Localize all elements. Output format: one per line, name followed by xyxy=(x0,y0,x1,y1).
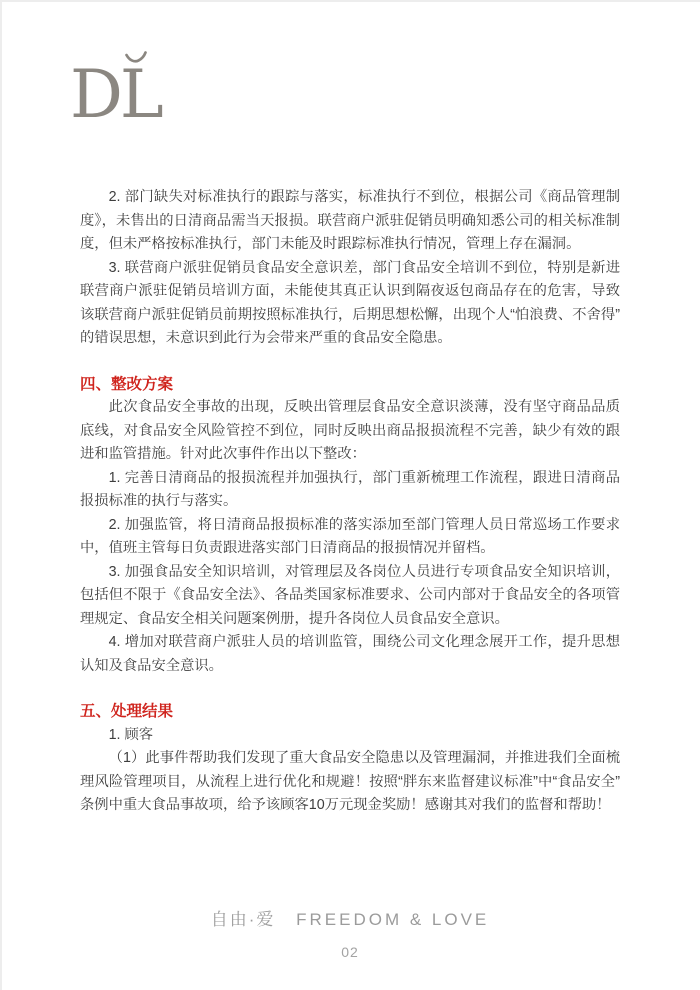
logo-swoosh-icon xyxy=(125,51,147,66)
document-body xyxy=(80,186,620,818)
rectification-item-1: 1. 完善日清商品的报损流程并加强执行，部门重新梳理工作流程，跟进日清商品报损标准的执行与落实。 xyxy=(80,469,620,509)
footer-slogan-english: FREEDOM & LOVE xyxy=(296,910,490,929)
paragraph-standard-tracking: 2. 部门缺失对标准执行的跟踪与落实，标准执行不到位，根据公司《商品管理制度》，未售出的日清商品需当天报损。联营商户派驻促销员明确知悉公司的相关标准制度，但未严格按标准执行，部门未能及时跟踪标准执行情况，管理上存在漏洞。 xyxy=(80,189,620,252)
paragraph-promoter-awareness: 3. 联营商户派驻促销员食品安全意识差，部门食品安全培训不到位，特别是新进联营商户派驻促销员培训方面，未能使其真正认识到隔夜返包商品存在的危害，导致该联营商户派驻促销员前期按照标准执行，后期思想松懈，出现个人“怕浪费、不舍得”的错误思想，未意识到此行为会带来严重的食品安全隐患。 xyxy=(80,259,620,346)
rectification-item-2: 2. 加强监管，将日清商品报损标准的落实添加至部门管理人员日常巡场工作要求中，值班主管每日负责跟进落实部门日清商品的报损情况并留档。 xyxy=(80,516,620,556)
page-edge-left xyxy=(0,0,2,990)
page-edge-top xyxy=(0,0,700,2)
company-logo xyxy=(70,56,161,133)
footer-slogan xyxy=(0,905,700,930)
logo-text: DL xyxy=(70,56,161,133)
section-heading-result: 五、处理结果 xyxy=(80,703,174,720)
rectification-item-4: 4. 增加对联营商户派驻人员的培训监管，围绕公司文化理念展开工作，提升思想认知及食品安全意识。 xyxy=(80,634,620,674)
result-customer-detail: （1）此事件帮助我们发现了重大食品安全隐患以及管理漏洞，并推进我们全面梳理风险管理项目，从流程上进行优化和规避！按照“胖东来监督建议标准”中“食品安全”条例中重大食品事故项，给予该顾客10万元现金奖励！感谢其对我们的监督和帮助！ xyxy=(80,750,620,813)
page-number: 02 xyxy=(341,944,359,960)
paragraph-rectification-intro: 此次食品安全事故的出现，反映出管理层食品安全意识淡薄，没有坚守商品品质底线，对食品安全风险管控不到位，同时反映出商品报损流程不完善，缺少有效的跟进和监管措施。针对此次事件作出以下整改： xyxy=(80,399,620,462)
section-heading-rectification: 四、整改方案 xyxy=(80,375,174,393)
rectification-item-3: 3. 加强食品安全知识培训，对管理层及各岗位人员进行专项食品安全知识培训，包括但不限于《食品安全法》、各品类国家标准要求、公司内部对于食品安全的各项管理规定、食品安全相关问题案例册，提升各岗位人员食品安全意识。 xyxy=(80,563,620,627)
footer-slogan-chinese: 自由·爱 xyxy=(210,910,276,929)
result-customer-label: 1. 顾客 xyxy=(108,726,154,743)
